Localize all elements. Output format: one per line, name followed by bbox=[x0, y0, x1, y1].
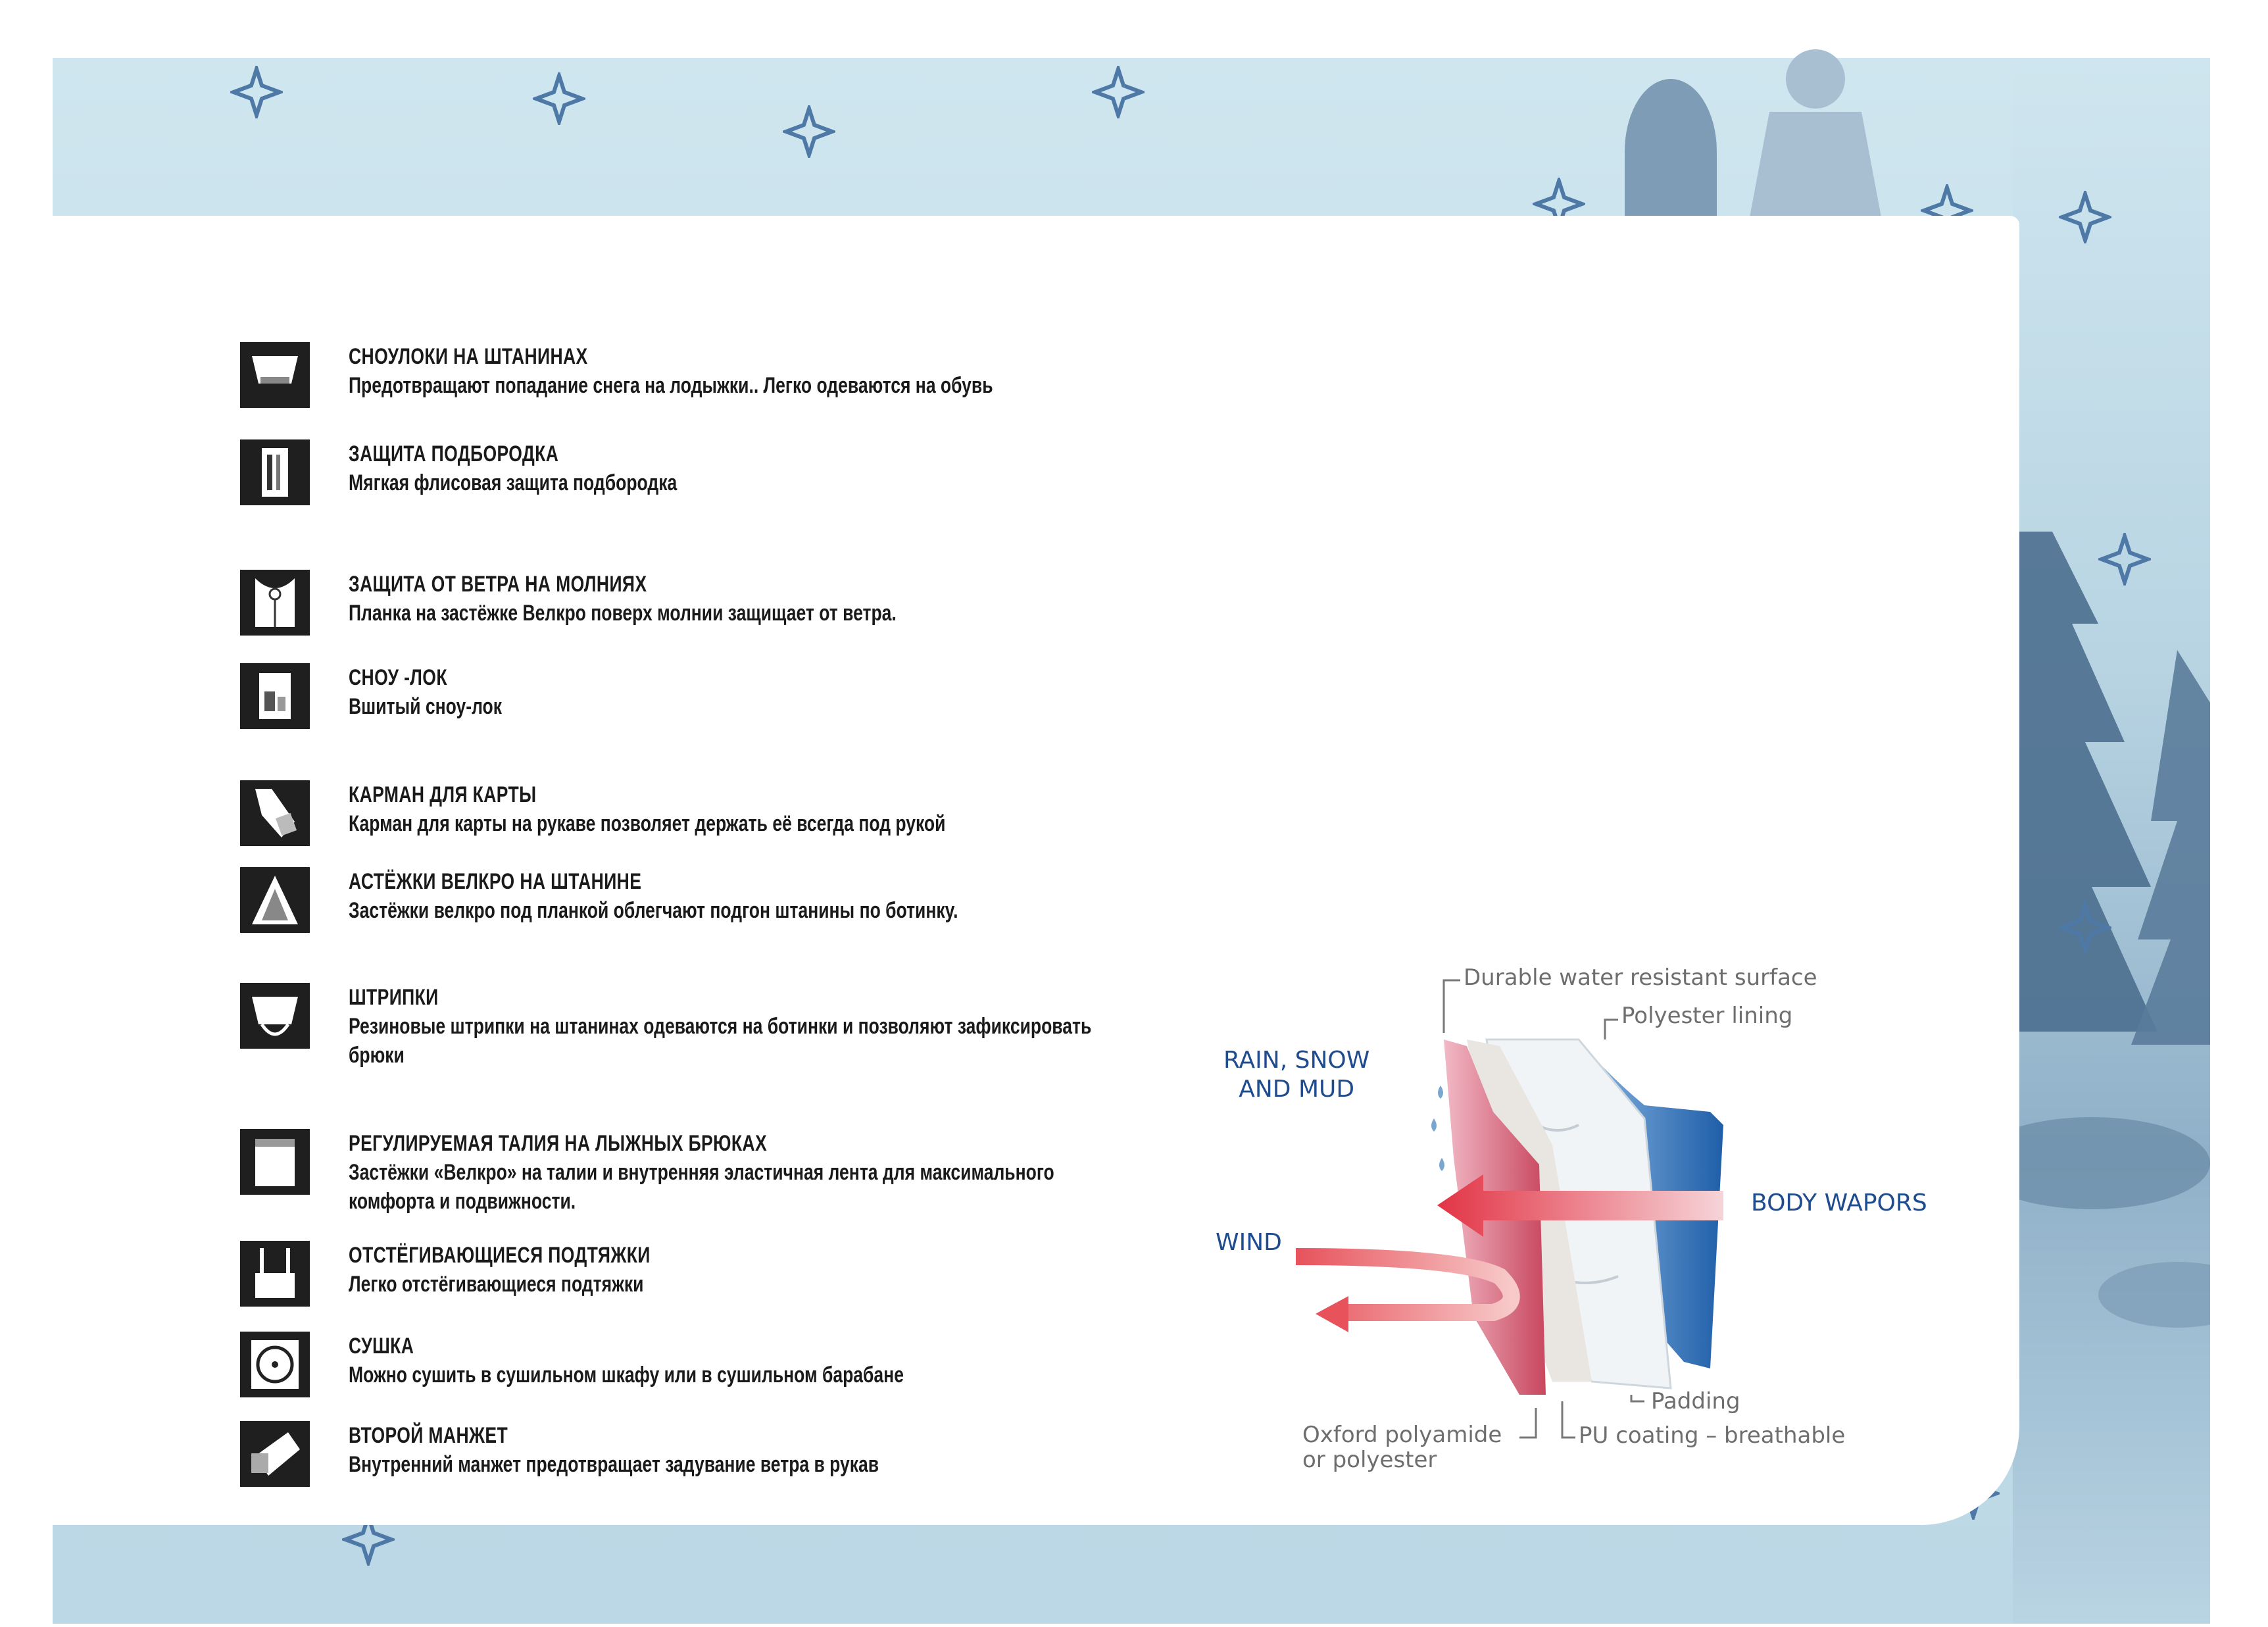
feature-desc: Резиновые штрипки на штанинах одеваются на ботинки и позволяют зафиксировать брюки bbox=[349, 1014, 1092, 1068]
feature-text bbox=[349, 570, 964, 628]
snowflake-icon bbox=[783, 105, 835, 158]
feature-title: ЗАЩИТА ПОДБОРОДКА bbox=[349, 441, 559, 466]
inner-cuff-icon bbox=[240, 1421, 310, 1487]
label-oxford: Oxford polyamide or polyester bbox=[1302, 1422, 1502, 1473]
feature-title: ШТРИПКИ bbox=[349, 985, 439, 1010]
feature-text bbox=[349, 439, 964, 497]
snowflake-icon bbox=[2059, 191, 2111, 243]
feature-text bbox=[349, 1241, 964, 1299]
snowflake-icon bbox=[1092, 66, 1145, 118]
tumble-dry-icon bbox=[240, 1332, 310, 1397]
feature-title: ОТСТЁГИВАЮЩИЕСЯ ПОДТЯЖКИ bbox=[349, 1243, 651, 1268]
chin-guard-icon bbox=[240, 439, 310, 505]
feature-title: ЗАЩИТА ОТ ВЕТРА НА МОЛНИЯХ bbox=[349, 572, 647, 597]
feature-text bbox=[349, 867, 964, 925]
adjustable-waist-icon bbox=[240, 1129, 310, 1195]
feature-title: АСТЁЖКИ ВЕЛКРО НА ШТАНИНЕ bbox=[349, 869, 642, 894]
feature-desc: Застёжки «Велкро» на талии и внутренняя эластичная лента для максимального комфорта и подвижности. bbox=[349, 1160, 1054, 1214]
feature-desc: Предотвращают попадание снега на лодыжки.. Легко одеваются на обувь bbox=[349, 373, 993, 398]
snowflake-icon bbox=[230, 66, 283, 118]
stirrup-icon bbox=[240, 983, 310, 1049]
silhouettes-illustration bbox=[2013, 58, 2210, 1624]
feature-text bbox=[349, 1129, 1054, 1216]
feature-title: СНОУ -ЛОК bbox=[349, 665, 447, 690]
gaiter-icon bbox=[240, 342, 310, 408]
background-right-strip bbox=[2013, 58, 2210, 1624]
velcro-leg-icon bbox=[240, 867, 310, 933]
feature-text bbox=[349, 663, 964, 721]
label-polyester-lining: Polyester lining bbox=[1621, 1003, 1793, 1029]
label-pu-coating: PU coating – breathable bbox=[1579, 1422, 1846, 1449]
feature-title: ВТОРОЙ МАНЖЕТ bbox=[349, 1423, 508, 1448]
feature-text bbox=[349, 780, 964, 838]
feature-text bbox=[349, 1332, 964, 1389]
feature-desc: Внутренний манжет предотвращает задувание ветра в рукав bbox=[349, 1452, 879, 1477]
snowflake-icon bbox=[2098, 533, 2151, 586]
snowflake-icon bbox=[2059, 901, 2111, 954]
feature-title: РЕГУЛИРУЕМАЯ ТАЛИЯ НА ЛЫЖНЫХ БРЮКАХ bbox=[349, 1131, 768, 1156]
label-durable-surface: Durable water resistant surface bbox=[1464, 964, 1817, 991]
label-body-wapors: BODY WAPORS bbox=[1751, 1189, 1927, 1216]
feature-title: КАРМАН ДЛЯ КАРТЫ bbox=[349, 782, 537, 807]
map-pocket-icon bbox=[240, 780, 310, 846]
snowflake-icon bbox=[533, 72, 585, 125]
suspenders-icon bbox=[240, 1241, 310, 1307]
feature-desc: Застёжки велкро под планкой облегчают подгон штанины по ботинку. bbox=[349, 898, 958, 923]
label-wind: WIND bbox=[1216, 1229, 1282, 1256]
feature-desc: Легко отстёгивающиеся подтяжки bbox=[349, 1272, 644, 1297]
fabric-layers-graphic bbox=[1184, 947, 1973, 1487]
feature-text bbox=[349, 1421, 964, 1479]
label-padding: Padding bbox=[1651, 1388, 1740, 1414]
snow-lock-icon bbox=[240, 663, 310, 729]
feature-text bbox=[349, 983, 1092, 1070]
feature-desc: Карман для карты на рукаве позволяет держать её всегда под рукой bbox=[349, 811, 946, 836]
zipper-flap-icon bbox=[240, 570, 310, 636]
fabric-layers-diagram bbox=[1184, 947, 1973, 1487]
feature-desc: Можно сушить в сушильном шкафу или в сушильном барабане bbox=[349, 1363, 904, 1388]
feature-desc: Мягкая флисовая защита подбородка bbox=[349, 470, 678, 495]
feature-title: СУШКА bbox=[349, 1334, 414, 1359]
feature-desc: Планка на застёжке Велкро поверх молнии защищает от ветра. bbox=[349, 601, 897, 626]
label-rain-snow-mud: RAIN, SNOW AND MUD bbox=[1223, 1047, 1370, 1103]
feature-text bbox=[349, 342, 993, 400]
feature-desc: Вшитый сноу-лок bbox=[349, 694, 503, 719]
feature-title: СНОУЛОКИ НА ШТАНИНАХ bbox=[349, 344, 588, 369]
